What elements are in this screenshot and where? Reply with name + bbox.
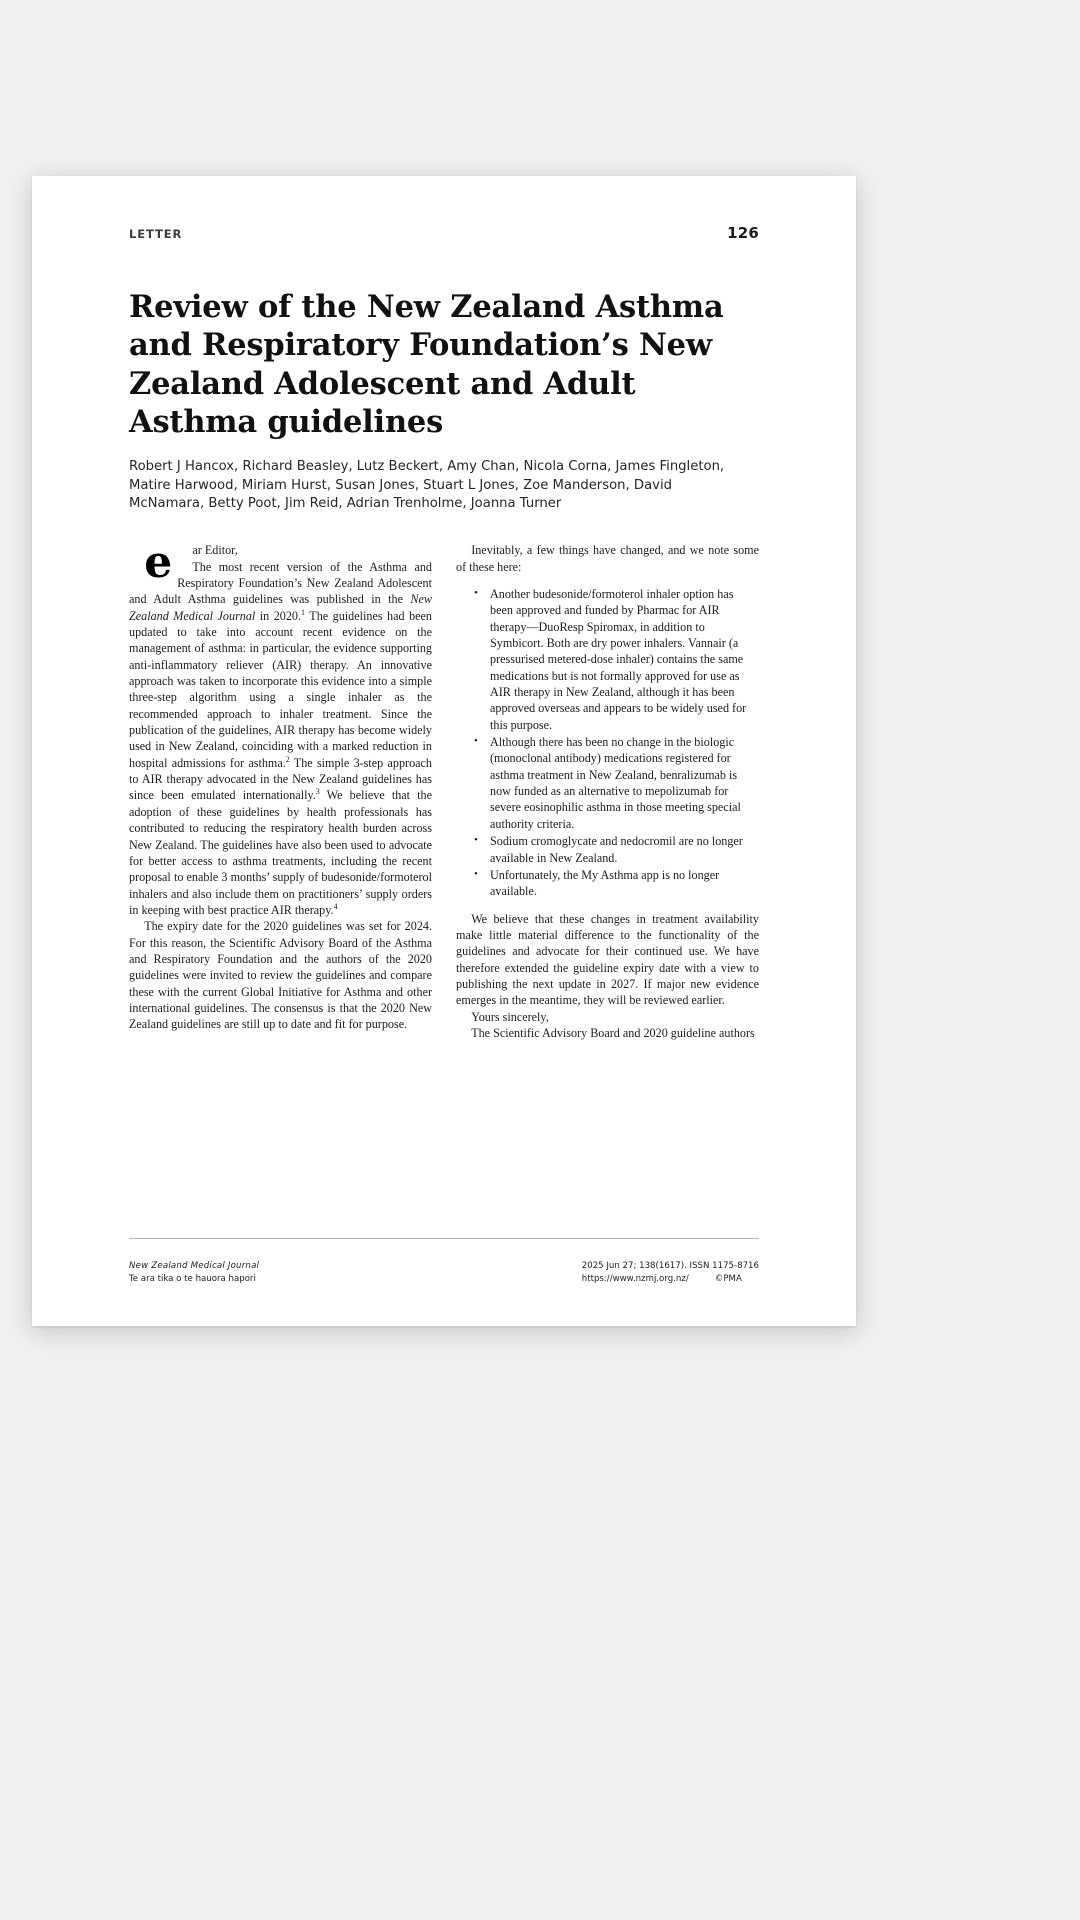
- footnote-ref-2: 2: [285, 754, 290, 764]
- intro-paragraph: [129, 559, 432, 919]
- list-item: [474, 586, 759, 733]
- signoff-line-2: The Scientific Advisory Board and 2020 guideline authors: [471, 1025, 755, 1040]
- intro-part-4: The simple 3-step approach to AIR therapy advocated in the New Zealand guidelines has since been emulated internationally.: [129, 755, 432, 803]
- list-item: [474, 833, 759, 866]
- footer-citation: 2025 Jun 27; 138(1617). ISSN 1175-8716: [581, 1261, 759, 1271]
- journal-title-italic: New Zealand Medical Journal: [129, 592, 432, 623]
- footer-url[interactable]: https://www.nzmj.org.nz/: [581, 1273, 689, 1284]
- right-column: [456, 542, 759, 1041]
- footer-copyright: ©PMA: [714, 1273, 742, 1284]
- expiry-paragraph: The expiry date for the 2020 guidelines was set for 2024. For this reason, the Scientific Advisory Board of the Asthma and Respiratory Foundation and the authors of the 2020 guidelines were invited to review the guidelines and compare these with the current Global Initiative for Asthma and other international guidelines. The consensus is that the 2020 New Zealand guidelines are still up to date and fit for purpose.: [129, 919, 432, 1032]
- bullet-icon: •: [474, 735, 478, 748]
- closing-paragraph: We believe that these changes in treatment availability make little material difference to the functionality of the guidelines and advocate for their continued use. We have therefore extended the guideline expiry date with a view to publishing the next update in 2027. If major new evidence emerges in the meantime, they will be reviewed earlier.: [456, 911, 759, 1008]
- footnote-ref-4: 4: [333, 901, 338, 911]
- bullet-icon: •: [474, 867, 478, 880]
- signoff-line-1: Yours sincerely,: [471, 1009, 549, 1024]
- page-footer: [129, 1260, 759, 1286]
- running-head: [129, 224, 759, 244]
- intro-part-1: The most recent version of the Asthma and Respiratory Foundation’s New Zealand Adolescent and Adult Asthma guidelines was published in the: [129, 559, 432, 607]
- footnote-ref-1: 1: [301, 607, 306, 617]
- footer-divider: [129, 1238, 759, 1239]
- changes-bullet-list: [456, 586, 759, 900]
- list-item: [474, 867, 759, 900]
- intro-part-2: in 2020.: [255, 608, 302, 623]
- page-number: 126: [727, 224, 759, 242]
- intro-part-5: We believe that the adoption of these guidelines by health professionals has contributed to reducing the respiratory health burden across New Zealand. The guidelines have also been used to advocate for better access to asthma treatments, including the recent proposal to enable 3 months’ supply of budesonide/formoterol inhalers and also include them on practitioners’ supply orders in keeping with best practice AIR therapy.: [129, 788, 432, 917]
- bullet-icon: •: [474, 587, 478, 599]
- footnote-ref-3: 3: [315, 787, 320, 797]
- footer-journal-block: [129, 1260, 259, 1286]
- intro-part-3: The guidelines had been updated to take into account recent evidence on the management of asthma: in particular, the evidence supporting anti-inflammatory reliever (AIR) therapy. An innovative approach was taken to incorporate this evidence into a simple three-step algorithm using a single inhaler as the recommended approach to inhaler treatment. Since the publication of the guidelines, AIR therapy has become widely used in New Zealand, coinciding with a marked reduction in hospital admissions for asthma.: [129, 608, 432, 770]
- footer-citation-block: [582, 1260, 759, 1286]
- list-item-text: Another budesonide/formoterol inhaler option has been approved and funded by Pharmac for AIR therapy—DuoResp Spiromax, in addition to Symbicort. Both are dry power inhalers. Vannair (a pressurised metered-dose inhaler) contains the same medications but is not formally approved for use as AIR therapy in New Zealand, although it has been approved overseas and appears to be widely used for this purpose.: [490, 587, 747, 732]
- list-item: [474, 734, 759, 832]
- author-list: Robert J Hancox, Richard Beasley, Lutz Beckert, Amy Chan, Nicola Corna, James Fingleton, Matire Harwood, Miriam Hurst, Susan Jones, Stuart L Jones, Zoe Manderson, David McNamara, Betty Poot, Jim Reid, Adrian Trenholme, Joanna Turner: [129, 458, 725, 512]
- footer-journal-name: New Zealand Medical Journal: [129, 1261, 260, 1271]
- bullet-icon: •: [474, 834, 478, 847]
- page-content-area: [129, 224, 759, 1284]
- page-title: Review of the New Zealand Asthma and Respiratory Foundation’s New Zealand Adolescent and Adult Asthma guidelines: [129, 289, 724, 441]
- list-item-text: Although there has been no change in the biologic (monoclonal antibody) medications registered for asthma treatment in New Zealand, benralizumab is now funded as an alternative to mepolizumab for severe eosinophilic asthma in those meeting special authority criteria.: [490, 735, 741, 831]
- left-column: [129, 537, 432, 1041]
- list-item-text: Sodium cromoglycate and nedocromil are no longer available in New Zealand.: [490, 834, 743, 865]
- body-columns: [129, 537, 759, 1041]
- document-page: [32, 176, 856, 1326]
- list-item-text: Unfortunately, the My Asthma app is no longer available.: [490, 867, 720, 899]
- section-label: LETTER: [129, 227, 183, 241]
- footer-tagline: Te ara tika o te hauora hapori: [129, 1273, 256, 1284]
- salutation-text: ear Editor,: [144, 537, 238, 589]
- changes-intro-paragraph: Inevitably, a few things have changed, and we note some of these here:: [456, 543, 759, 574]
